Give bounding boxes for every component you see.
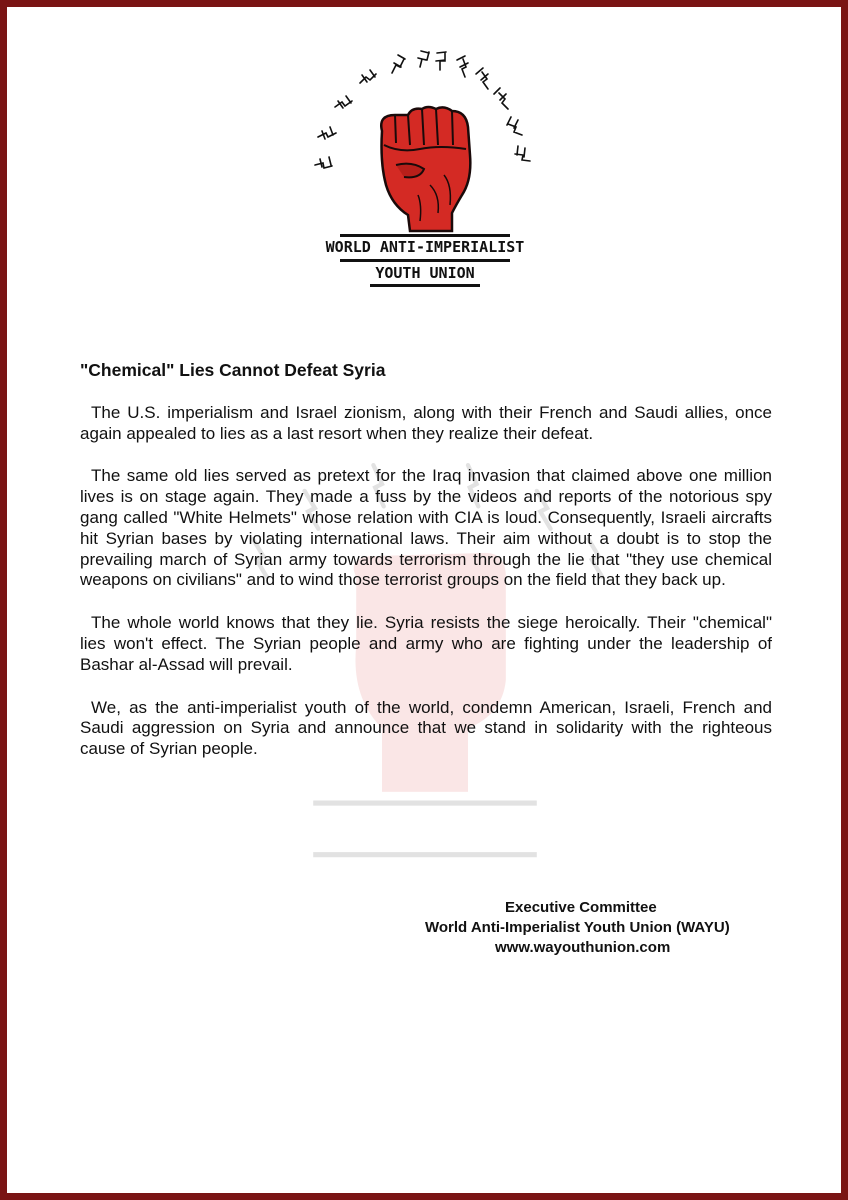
fist-icon	[381, 107, 470, 231]
letter-paragraph-3: The whole world knows that they lie. Syria resists the siege heroically. Their "chemical" lies won't effect. The Syrian people and army who are fighting under the leadership of Bashar al-Assad will prevail.	[80, 613, 772, 674]
logo-line-2: Youth Union	[375, 264, 475, 282]
letter-paragraph-1: The U.S. imperialism and Israel zionism, along with their French and Saudi allies, once again appealed to lies as a last resort when they realize their defeat.	[80, 402, 772, 443]
letter-paragraph-2: The same old lies served as pretext for the Iraq invasion that claimed above one million lives is on stage again. They made a fuss by the videos and reports of the notorious spy gang called "White Helmets" whose relation with CIA is loud. Consequently, Israeli aircrafts hit Syrian bases by violating international laws. Their aim without a doubt is to stop the prevailing march of Syrian army towards terrorism through the lie that "they use chemical weapons on civilians" and to wind those terrorist groups on the field that they back up.	[80, 466, 772, 590]
signature-block	[380, 898, 772, 958]
logo-line-1: World Anti-Imperialist	[325, 238, 525, 256]
signature-organization: World Anti-Imperialist Youth Union (WAYU)	[425, 919, 730, 936]
letter-title: "Chemical" Lies Cannot Defeat Syria	[80, 360, 386, 380]
letter-body	[80, 360, 772, 782]
signature-committee: Executive Committee	[505, 899, 657, 916]
wayu-logo	[300, 45, 550, 290]
signature-website: www.wayouthunion.com	[495, 939, 671, 956]
letter-paragraph-4: We, as the anti-imperialist youth of the world, condemn American, Israeli, French and Saudi aggression on Syria and announce that we stand in solidarity with the righteous cause of Syrian people.	[80, 697, 772, 759]
